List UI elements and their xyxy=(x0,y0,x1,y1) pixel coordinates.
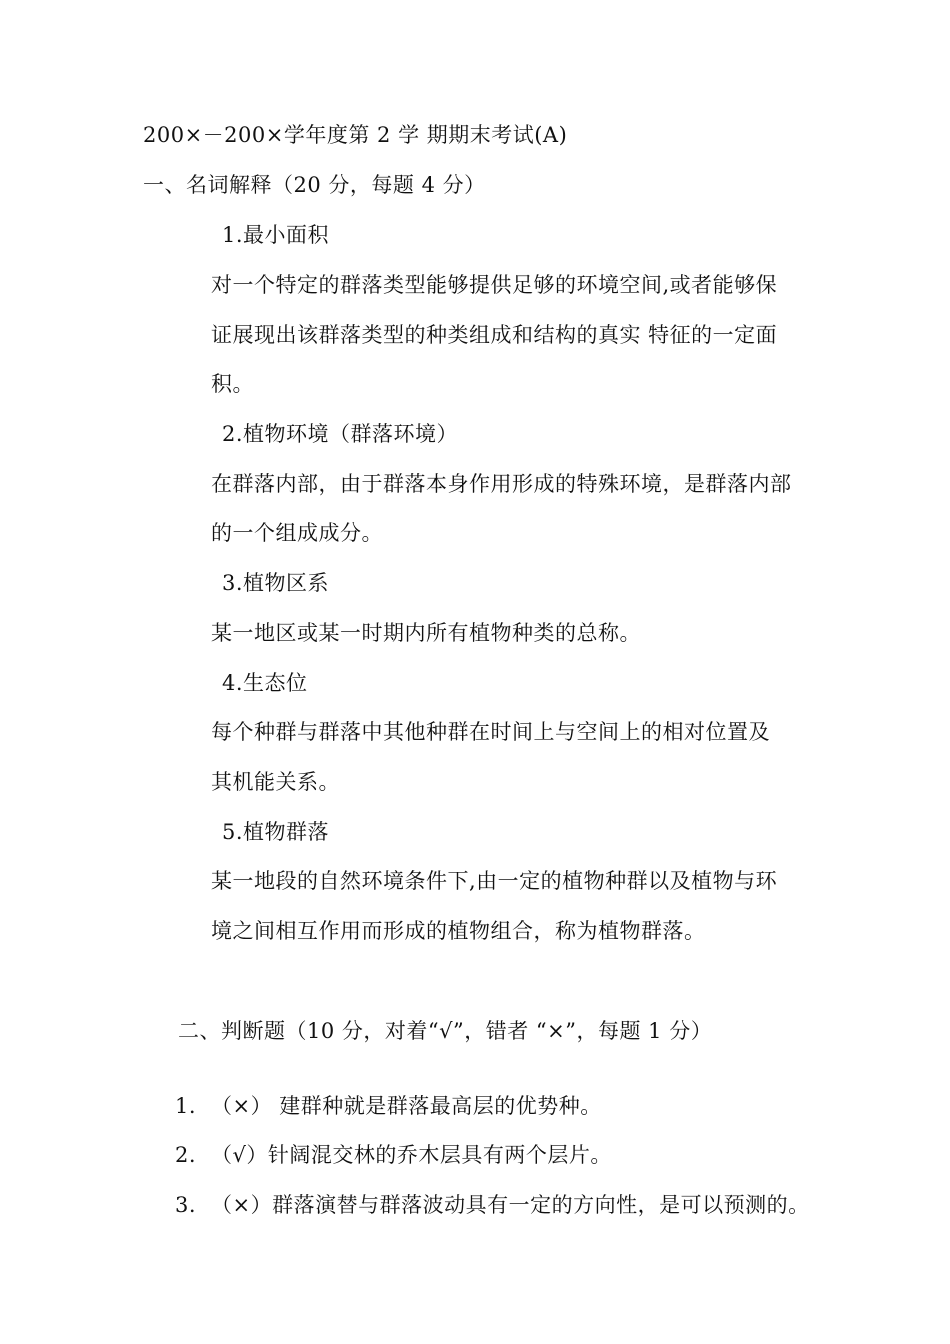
term-2-definition-line-2: 的一个组成成分。 xyxy=(211,521,383,545)
question-2-text: （√）针阔混交林的乔木层具有两个层片。 xyxy=(211,1143,612,1167)
term-1-definition-line-1: 对一个特定的群落类型能够提供足够的环境空间,或者能够保 xyxy=(211,273,778,297)
term-5-label: 5.植物群落 xyxy=(222,820,330,844)
exam-title: 200×－200×学年度第 2 学 期期末考试(A) xyxy=(143,123,568,147)
term-1-label: 1.最小面积 xyxy=(222,223,330,247)
term-3-definition-line-1: 某一地区或某一时期内所有植物种类的总称。 xyxy=(211,621,641,645)
term-5-definition-line-1: 某一地段的自然环境条件下,由一定的植物种群以及植物与环 xyxy=(211,869,778,893)
term-4-definition-line-2: 其机能关系。 xyxy=(211,770,340,794)
question-1-number: 1. xyxy=(175,1094,197,1118)
question-2-number: 2. xyxy=(175,1143,197,1167)
term-2-definition-line-1: 在群落内部，由于群落本身作用形成的特殊环境，是群落内部 xyxy=(211,472,792,496)
question-3-number: 3. xyxy=(175,1193,197,1217)
section-1-heading: 一、名词解释（20 分，每题 4 分） xyxy=(143,173,486,197)
term-5-definition-line-2: 境之间相互作用而形成的植物组合，称为植物群落。 xyxy=(211,919,706,943)
section-2-heading: 二、判断题（10 分，对着“√”，错者 “×”，每题 1 分） xyxy=(178,1019,713,1043)
question-1-text: （×） 建群种就是群落最高层的优势种。 xyxy=(211,1094,602,1118)
term-4-definition-line-1: 每个种群与群落中其他种群在时间上与空间上的相对位置及 xyxy=(211,720,770,744)
term-3-label: 3.植物区系 xyxy=(222,571,330,595)
term-1-definition-line-3: 积。 xyxy=(211,372,254,396)
term-1-definition-line-2: 证展现出该群落类型的种类组成和结构的真实 特征的一定面 xyxy=(211,323,778,347)
term-4-label: 4.生态位 xyxy=(222,671,308,695)
term-2-label: 2.植物环境（群落环境） xyxy=(222,422,459,446)
question-3-text: （×）群落演替与群落波动具有一定的方向性，是可以预测的。 xyxy=(211,1193,810,1217)
